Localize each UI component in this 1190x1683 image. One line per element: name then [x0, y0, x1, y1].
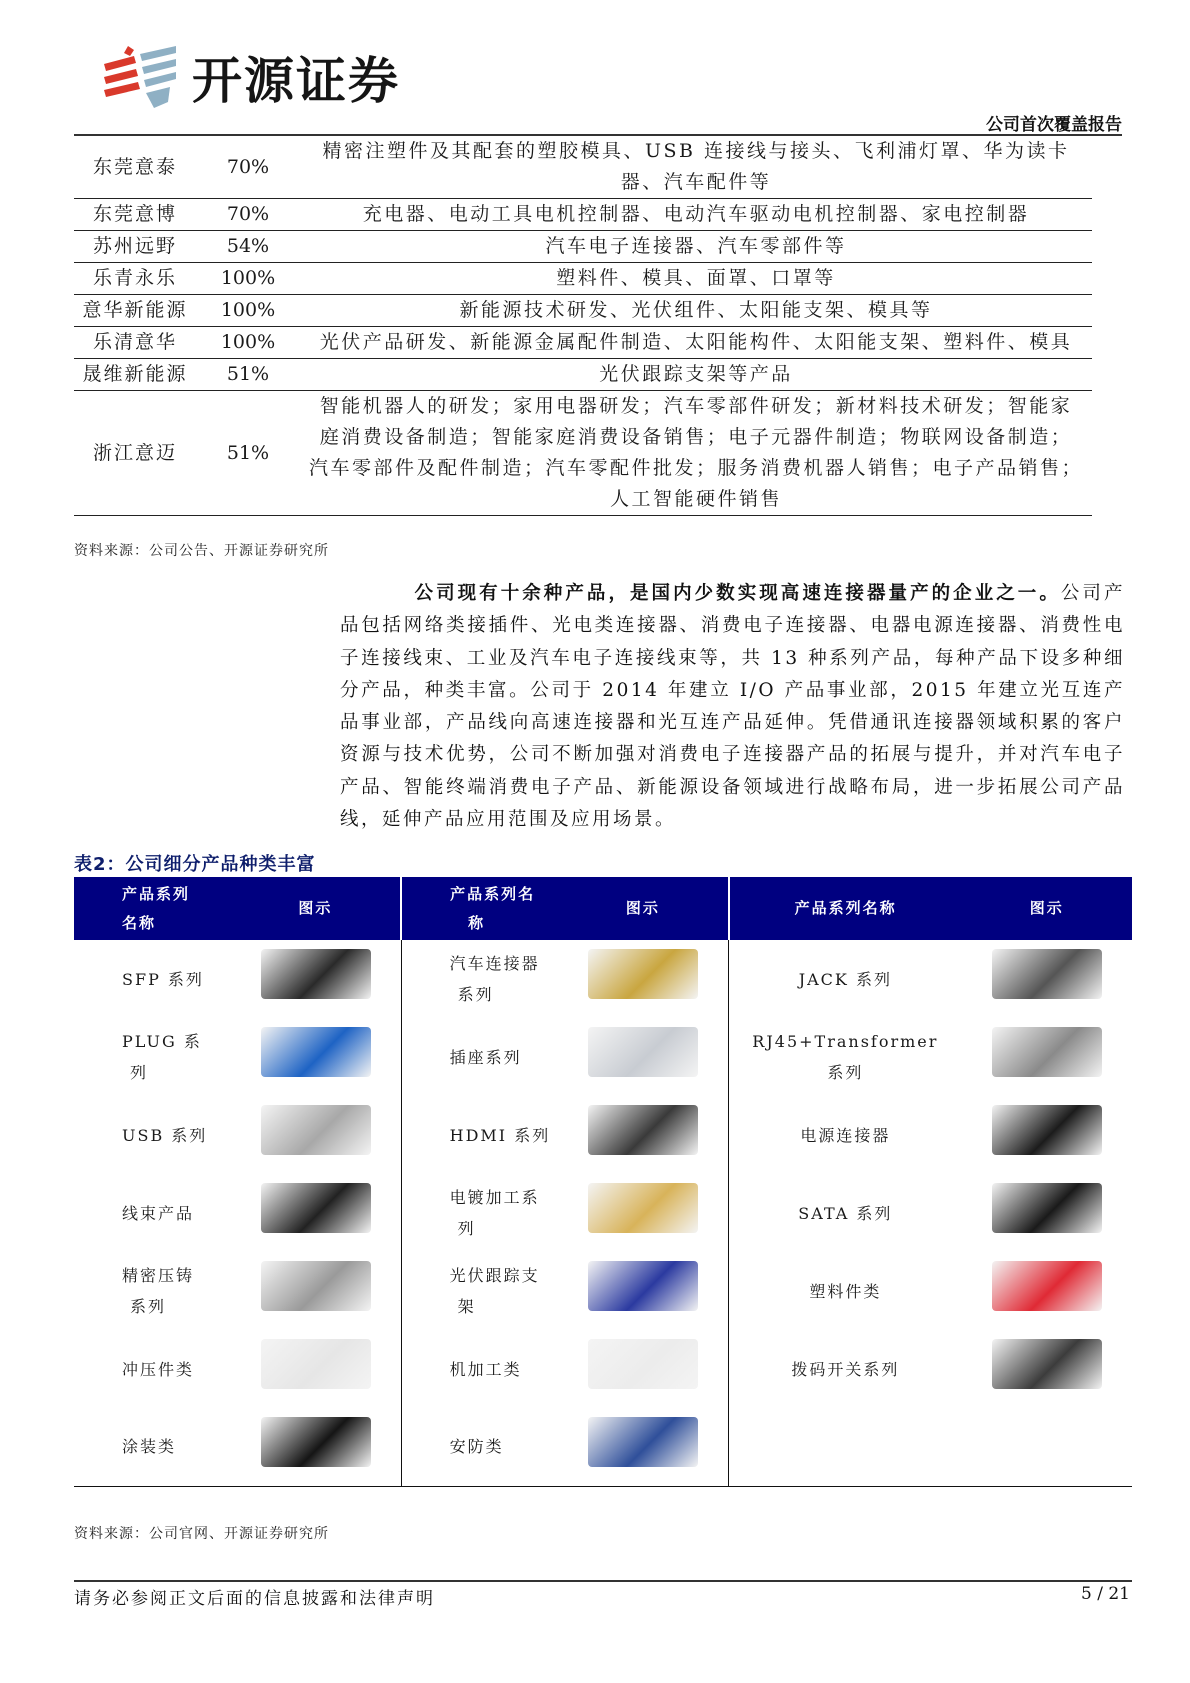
share-percent: 100% — [196, 327, 300, 359]
hdmi-connector-image — [588, 1105, 698, 1155]
subsidiary-name: 浙江意迈 — [74, 391, 196, 516]
table-row — [74, 263, 1092, 295]
table-row — [74, 1174, 1132, 1252]
product-image-cell — [961, 1174, 1132, 1252]
product-series-name: 汽车连接器 系列 — [401, 940, 558, 1018]
col2-image-header: 图示 — [558, 877, 729, 940]
brand-logo — [100, 42, 400, 112]
product-series-name: 涂装类 — [74, 1408, 231, 1486]
product-image-cell — [961, 940, 1132, 1018]
col1-image-header: 图示 — [231, 877, 402, 940]
subsidiary-name: 乐青永乐 — [74, 263, 196, 295]
product-series-name: PLUG 系 列 — [122, 1032, 202, 1082]
table-row — [74, 1330, 1132, 1408]
business-scope: 光伏跟踪支架等产品 — [300, 359, 1092, 391]
product-image-cell — [231, 1018, 402, 1096]
share-percent: 100% — [196, 263, 300, 295]
product-image-cell — [231, 1096, 402, 1174]
table-header-row — [74, 877, 1132, 940]
table-row — [74, 1096, 1132, 1174]
table-row — [74, 327, 1092, 359]
stamping-part-image — [261, 1339, 371, 1389]
empty-cell — [961, 1408, 1132, 1486]
table-row — [74, 1252, 1132, 1330]
coating-part-image — [261, 1417, 371, 1467]
product-image-cell — [558, 1096, 729, 1174]
footer-disclaimer: 请务必参阅正文后面的信息披露和法律声明 — [74, 1589, 435, 1609]
product-image-cell — [558, 1252, 729, 1330]
plug-connector-image — [261, 1027, 371, 1077]
product-series-name — [729, 1408, 962, 1486]
body-paragraph — [340, 578, 1125, 836]
machining-part-image — [588, 1339, 698, 1389]
product-series-name: HDMI 系列 — [401, 1096, 558, 1174]
product-series-name: RJ45+Transformer 系列 — [729, 1018, 962, 1096]
table-row — [74, 359, 1092, 391]
table-row — [74, 391, 1092, 516]
business-scope: 充电器、电动工具电机控制器、电动汽车驱动电机控制器、家电控制器 — [300, 199, 1092, 231]
business-scope: 光伏产品研发、新能源金属配件制造、太阳能构件、太阳能支架、塑料件、模具 — [300, 327, 1092, 359]
table-row — [74, 295, 1092, 327]
table1-source: 资料来源：公司公告、开源证券研究所 — [74, 543, 329, 559]
rj45-transformer-image — [992, 1027, 1102, 1077]
product-series-name: 精密压铸 系列 — [122, 1266, 195, 1316]
business-scope: 塑料件、模具、面罩、口罩等 — [300, 263, 1092, 295]
subsidiary-name: 苏州远野 — [74, 231, 196, 263]
plastic-part-image — [992, 1261, 1102, 1311]
paragraph-lead: 公司现有十余种产品，是国内少数实现高速连接器量产的企业之一。 — [414, 583, 1061, 604]
usb-connector-image — [261, 1105, 371, 1155]
product-series-name: 拨码开关系列 — [729, 1330, 962, 1408]
product-image-cell — [231, 940, 402, 1018]
col2-name-header: 产品系列名 称 — [401, 877, 558, 940]
business-scope: 新能源技术研发、光伏组件、太阳能支架、模具等 — [300, 295, 1092, 327]
subsidiary-name: 东莞意博 — [74, 199, 196, 231]
security-mask-image — [588, 1417, 698, 1467]
product-series-name: JACK 系列 — [729, 940, 962, 1018]
product-series-name: 冲压件类 — [122, 1359, 195, 1379]
brand-name: 开源证券 — [192, 52, 400, 110]
product-image-cell — [558, 1330, 729, 1408]
col1-name-header: 产品系列 名称 — [74, 877, 231, 940]
power-connector-image — [992, 1105, 1102, 1155]
product-series-name: 塑料件类 — [729, 1252, 962, 1330]
table-row — [74, 231, 1092, 263]
footer-divider — [74, 1580, 1132, 1582]
subsidiary-name: 晟维新能源 — [74, 359, 196, 391]
business-scope: 智能机器人的研发；家用电器研发；汽车零部件研发；新材料技术研发；智能家 庭消费设备制造；智能家庭消费设备销售；电子元器件制造；物联网设备制造； 汽车零部件及配件制造；汽车零配件批发；服务消费机器人销售；电子产品销售； 人工智能硬件销售 — [300, 391, 1092, 516]
table-row — [74, 1018, 1132, 1096]
product-series-name: USB 系列 — [122, 1125, 208, 1145]
table-row — [74, 940, 1132, 1018]
product-image-cell — [231, 1252, 402, 1330]
share-percent: 100% — [196, 295, 300, 327]
page-number: 5 / 21 — [1081, 1584, 1130, 1604]
product-series-name: 线束产品 — [122, 1203, 195, 1223]
logo-mark-icon — [100, 44, 178, 110]
share-percent: 51% — [196, 391, 300, 516]
subsidiary-name: 意华新能源 — [74, 295, 196, 327]
share-percent: 51% — [196, 359, 300, 391]
die-casting-image — [261, 1261, 371, 1311]
business-scope: 精密注塑件及其配套的塑胶模具、USB 连接线与接头、飞利浦灯罩、华为读卡 器、汽车配件等 — [300, 136, 1092, 199]
product-series-name: 电镀加工系 列 — [401, 1174, 558, 1252]
share-percent: 70% — [196, 136, 300, 199]
subsidiary-table — [74, 136, 1092, 516]
pv-tracker-image — [588, 1261, 698, 1311]
jack-connector-image — [992, 949, 1102, 999]
product-series-table — [74, 877, 1132, 1487]
product-image-cell — [961, 1252, 1132, 1330]
subsidiary-name: 乐清意华 — [74, 327, 196, 359]
col3-image-header: 图示 — [961, 877, 1132, 940]
sfp-connector-image — [261, 949, 371, 999]
product-image-cell — [231, 1408, 402, 1486]
product-series-name: 安防类 — [401, 1408, 558, 1486]
plating-part-image — [588, 1183, 698, 1233]
product-image-cell — [558, 1408, 729, 1486]
socket-connector-image — [588, 1027, 698, 1077]
report-type-label: 公司首次覆盖报告 — [986, 115, 1122, 135]
product-series-name: 光伏跟踪支 架 — [401, 1252, 558, 1330]
table-row — [74, 1408, 1132, 1486]
share-percent: 54% — [196, 231, 300, 263]
product-series-name: SFP 系列 — [122, 969, 204, 989]
product-image-cell — [231, 1174, 402, 1252]
product-series-name: SATA 系列 — [729, 1174, 962, 1252]
wire-harness-image — [261, 1183, 371, 1233]
table-row — [74, 199, 1092, 231]
table2-source: 资料来源：公司官网、开源证券研究所 — [74, 1526, 329, 1542]
product-image-cell — [558, 940, 729, 1018]
business-scope: 汽车电子连接器、汽车零部件等 — [300, 231, 1092, 263]
dip-switch-image — [992, 1339, 1102, 1389]
product-image-cell — [558, 1018, 729, 1096]
col3-name-header: 产品系列名称 — [729, 877, 962, 940]
share-percent: 70% — [196, 199, 300, 231]
product-image-cell — [961, 1018, 1132, 1096]
product-series-name: 电源连接器 — [729, 1096, 962, 1174]
product-image-cell — [558, 1174, 729, 1252]
product-series-name: 插座系列 — [401, 1018, 558, 1096]
product-series-name: 机加工类 — [401, 1330, 558, 1408]
table2-title: 表2：公司细分产品种类丰富 — [74, 854, 316, 875]
subsidiary-name: 东莞意泰 — [74, 136, 196, 199]
product-image-cell — [961, 1330, 1132, 1408]
paragraph-body: 公司产品包括网络类接插件、光电类连接器、消费电子连接器、电器电源连接器、消费性电子连接线束、工业及汽车电子连接线束等，共 13 种系列产品，每种产品下设多种细分产品，种类丰富。公司于 2014 年建立 I/O 产品事业部，2015 年建立光互连产品事业部，产品线向高速连接器和光互连产品延伸。凭借通讯连接器领域积累的客户资源与技术优势，公司不断加强对消费电子连接器产品的拓展与提升，并对汽车电子产品、智能终端消费电子产品、新能源设备领域进行战略布局，进一步拓展公司产品线，延伸产品应用范围及应用场景。 — [340, 583, 1125, 831]
product-image-cell — [961, 1096, 1132, 1174]
sata-connector-image — [992, 1183, 1102, 1233]
product-image-cell — [231, 1330, 402, 1408]
automotive-connector-image — [588, 949, 698, 999]
table-row — [74, 136, 1092, 199]
